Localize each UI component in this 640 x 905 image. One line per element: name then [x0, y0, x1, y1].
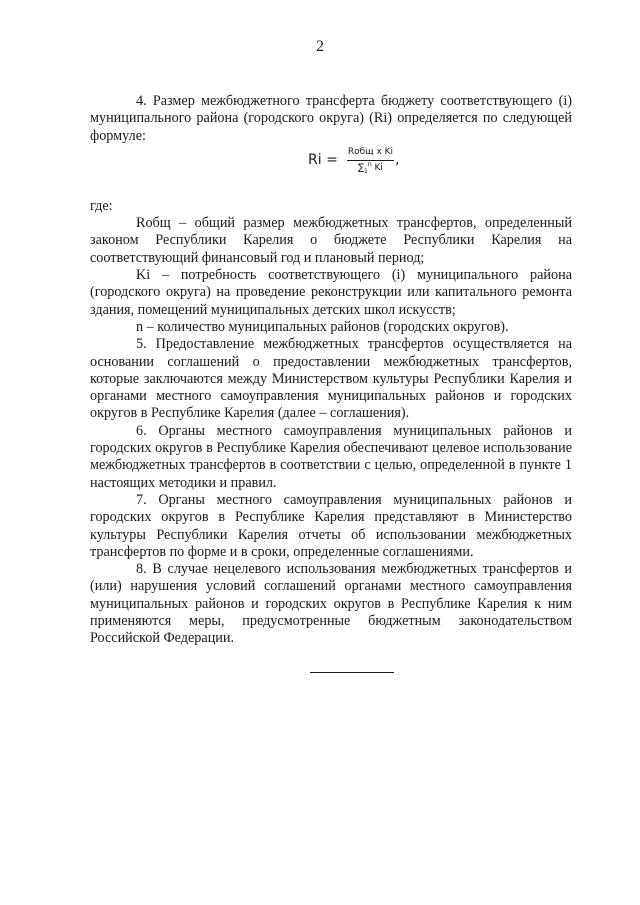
paragraph-5: 5. Предоставление межбюджетных трансфертов осуществляется на основании соглашений о предоставлении межбюджетных трансфертов, которые заключаются между Министерством культуры Республики Карелия и органами местного самоуправления муниципальных районов и городских округов в Республике Карелия (далее – соглашения). — [90, 336, 572, 422]
definition-n: n – количество муниципальных районов (городских округов). — [136, 318, 509, 335]
sum-term: Ki — [374, 162, 383, 173]
paragraph-7: 7. Органы местного самоуправления муниципальных районов и городских округов в Республике Карелия представляют в Министерство культуры Республики Карелия отчеты об использовании межбюджетных трансфертов по форме и в сроки, определенные соглашениями. — [90, 491, 572, 560]
formula-lhs: Ri = — [308, 151, 338, 168]
paragraph-6: 6. Органы местного самоуправления муниципальных районов и городских округов в Республике Карелия обеспечивают целевое использование межбюджетных трансфертов в соответствии с целью, определенной в пункте 1 настоящих методики и правил. — [90, 422, 572, 491]
paragraph-8: 8. В случае нецелевого использования межбюджетных трансфертов и (или) нарушения условий соглашений органами местного самоуправления муниципальных районов и городских округов в Республике Карелия к ним применяются меры, предусмотренные бюджетным законодательством Российской Федерации. — [90, 561, 572, 647]
paragraph-4-intro: 4. Размер межбюджетного трансферта бюджету соответствующего (i) муниципального района (городского округа) (Ri) определяется по следующей формуле: — [90, 93, 572, 144]
formula-comma: , — [395, 151, 400, 168]
sum-upper-limit: n — [367, 160, 372, 168]
end-of-document-rule — [310, 672, 394, 673]
definition-ki: Ki – потребность соответствующего (i) муниципального района (городского округа) на проведение реконструкции или капитального ремонта здания, помещений муниципальных детских школ искусств; — [90, 267, 572, 318]
document-body — [90, 93, 572, 648]
sum-lower-limit: 1 — [364, 167, 368, 175]
sum-symbol: ∑ — [357, 162, 365, 173]
definition-robsh: Rобщ – общий размер межбюджетных трансфертов, определенный законом Республики Карелия о бюджете Республики Карелия на соответствующий финансовый год и плановый период; — [90, 215, 572, 266]
where-label: где: — [90, 197, 113, 214]
formula-numerator: Rобщ x Ki — [347, 147, 394, 161]
formula-fraction — [347, 147, 394, 174]
formula-denominator — [358, 161, 383, 174]
page-number: 2 — [316, 38, 324, 55]
formula-block — [90, 145, 572, 192]
formula — [308, 147, 400, 174]
